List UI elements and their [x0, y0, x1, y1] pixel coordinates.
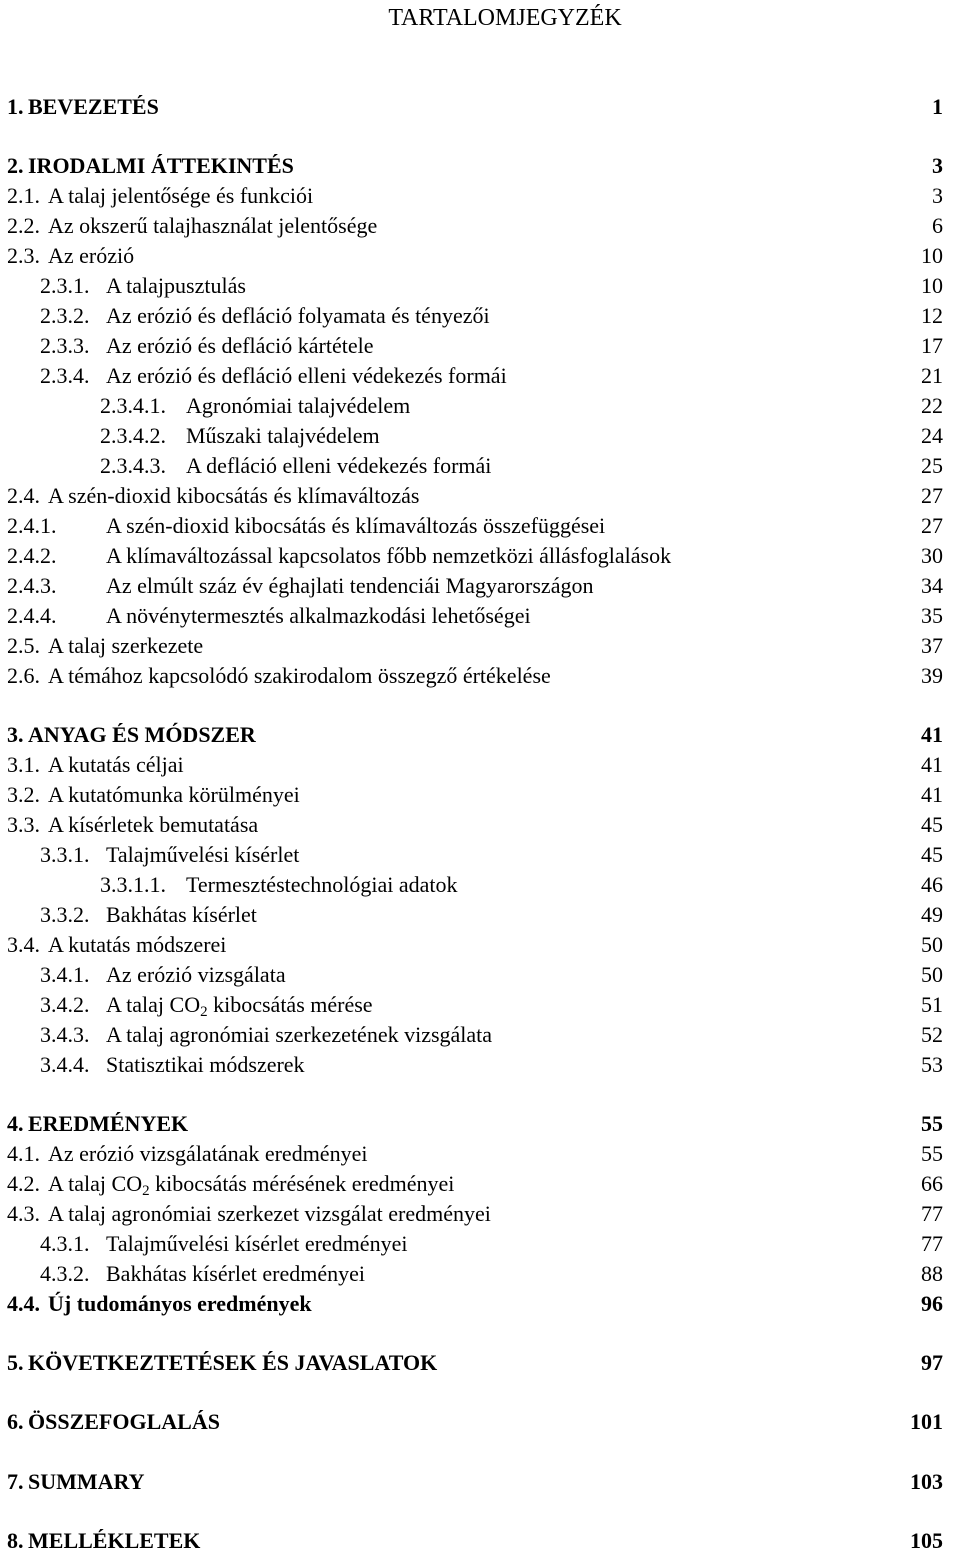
toc-entry-page-number: 27 [921, 513, 943, 538]
toc-entry-title-text: Az erózió vizsgálata [106, 962, 286, 987]
toc-entry [0, 1467, 960, 1497]
toc-entry-number: 2.4. [7, 483, 40, 508]
toc-entry-title-text: A talaj agronómiai szerkezet vizsgálat eredményei [48, 1201, 491, 1226]
toc-entry-number: 2.3.4.2. [100, 423, 166, 448]
toc-entry-page-number: 50 [921, 932, 943, 957]
toc-entry [0, 1050, 960, 1080]
toc-entry-title [48, 631, 203, 661]
toc-entry-page-number: 3 [932, 183, 943, 208]
toc-entry-number: 2.4.2. [7, 543, 57, 568]
toc-entry-title [106, 571, 593, 601]
toc-entry-number: 3.4.4. [40, 1052, 90, 1077]
toc-entry-number: 2.3.1. [40, 273, 90, 298]
toc-entry-title [48, 810, 258, 840]
toc-entry [0, 511, 960, 541]
toc-entry-page-number: 52 [921, 1022, 943, 1047]
toc-entry [0, 1199, 960, 1229]
toc-entry [0, 451, 960, 481]
toc-entry-title [48, 481, 419, 511]
toc-entry-number: 4.3. [7, 1201, 40, 1226]
toc-entry-title [106, 271, 246, 301]
toc-entry-page-number: 45 [921, 812, 943, 837]
toc-entry-number: 3.3.1.1. [100, 872, 166, 897]
toc-entry-title [48, 1199, 491, 1229]
toc-entry-title-text: KÖVETKEZTETÉSEK ÉS JAVASLATOK [28, 1350, 438, 1375]
toc-entry [0, 720, 960, 750]
toc-entry [0, 181, 960, 211]
toc-entry-number: 4. [7, 1111, 24, 1136]
toc-entry-title [28, 92, 159, 122]
toc-entry-title-text: EREDMÉNYEK [28, 1111, 189, 1136]
toc-entry [0, 1139, 960, 1169]
toc-entry-title [106, 1050, 305, 1080]
toc-entry-page-number: 88 [921, 1261, 943, 1286]
toc-entry [0, 331, 960, 361]
toc-entry-title [106, 1229, 407, 1259]
toc-entry [0, 1526, 960, 1556]
toc-entry-number: 4.1. [7, 1141, 40, 1166]
toc-entry-title-text: Statisztikai módszerek [106, 1052, 305, 1077]
toc-entry [0, 900, 960, 930]
toc-entry-number: 3.1. [7, 752, 40, 777]
toc-entry-title-text: Műszaki talajvédelem [186, 423, 380, 448]
toc-entry-page-number: 39 [921, 663, 943, 688]
toc-entry-number: 3.4.3. [40, 1022, 90, 1047]
toc-entry [0, 391, 960, 421]
toc-entry [0, 481, 960, 511]
toc-entry-number: 2.3.2. [40, 303, 90, 328]
toc-entry-page-number: 46 [921, 872, 943, 897]
toc-entry [0, 601, 960, 631]
toc-entry-title [106, 990, 373, 1020]
toc-entry-page-number: 55 [921, 1111, 943, 1136]
toc-entry [0, 271, 960, 301]
toc-entry-number: 7. [7, 1469, 24, 1494]
toc-entry-title-text: A klímaváltozással kapcsolatos főbb nemzetközi állásfoglalások [106, 543, 672, 568]
toc-entry-page-number: 17 [921, 333, 943, 358]
toc-entry-title [106, 601, 531, 631]
toc-entry [0, 92, 960, 122]
toc-entry [0, 960, 960, 990]
toc-entry-number: 2.4.3. [7, 573, 57, 598]
toc-entry-title-text: A talajpusztulás [106, 273, 246, 298]
toc-entry [0, 780, 960, 810]
toc-entry [0, 1169, 960, 1199]
toc-entry-page-number: 10 [921, 243, 943, 268]
toc-entry [0, 1289, 960, 1319]
toc-entry-page-number: 51 [921, 992, 943, 1017]
toc-entry-number: 4.4. [7, 1291, 40, 1316]
toc-entry-page-number: 97 [921, 1350, 943, 1375]
toc-entry [0, 1229, 960, 1259]
toc-entry [0, 1109, 960, 1139]
toc-entry [0, 870, 960, 900]
toc-entry-page-number: 22 [921, 393, 943, 418]
toc-entry-page-number: 96 [921, 1291, 943, 1316]
toc-entry-number: 4.3.2. [40, 1261, 90, 1286]
toc-entry-title [48, 750, 184, 780]
toc-entry-page-number: 24 [921, 423, 943, 448]
toc-entry-number: 1. [7, 94, 24, 119]
toc-entry-title [28, 1407, 220, 1437]
toc-entry-title-text: ÖSSZEFOGLALÁS [28, 1409, 220, 1434]
toc-entry-page-number: 101 [910, 1409, 943, 1434]
toc-entry [0, 361, 960, 391]
toc-entry-title-text: A talaj jelentősége és funkciói [48, 183, 314, 208]
toc-entry-title-text: A talaj CO [48, 1171, 143, 1196]
toc-entry-title-text: A talaj CO [106, 992, 201, 1017]
toc-entry-title-text: SUMMARY [28, 1469, 145, 1494]
toc-entry-title [48, 1289, 312, 1319]
toc-entry-title-text: A szén-dioxid kibocsátás és klímaváltozás összefüggései [106, 513, 606, 538]
toc-entry-number: 3.4. [7, 932, 40, 957]
toc-entry-page-number: 41 [921, 782, 943, 807]
toc-entry-title [28, 151, 294, 181]
toc-entry-title [48, 241, 134, 271]
toc-entry [0, 421, 960, 451]
toc-entry-title [106, 511, 605, 541]
toc-entry-title [186, 451, 491, 481]
toc-entry-number: 3.3. [7, 812, 40, 837]
toc-entry-number: 8. [7, 1528, 24, 1553]
toc-entry-page-number: 35 [921, 603, 943, 628]
toc-entry [0, 1348, 960, 1378]
toc-entry-title [48, 661, 551, 691]
toc-entry-number: 6. [7, 1409, 24, 1434]
toc-entry-title-text: Bakhátas kísérlet eredményei [106, 1261, 366, 1286]
toc-entry-title [106, 960, 286, 990]
toc-entry-page-number: 3 [932, 153, 943, 178]
toc-entry-title [48, 181, 313, 211]
toc-entry-title [106, 361, 507, 391]
toc-entry-title [48, 930, 226, 960]
toc-entry [0, 541, 960, 571]
toc-entry-title [28, 1109, 188, 1139]
toc-entry-number: 2. [7, 153, 24, 178]
toc-entry-title-text: Az elmúlt száz év éghajlati tendenciái Magyarországon [106, 573, 594, 598]
toc-entry-title-text: BEVEZETÉS [28, 94, 159, 119]
toc-entry-number: 4.2. [7, 1171, 40, 1196]
toc-entry [0, 301, 960, 331]
toc-entry-title [186, 870, 458, 900]
toc-entry-title-text: Az erózió és defláció folyamata és tényezői [106, 303, 490, 328]
toc-entry-page-number: 41 [921, 722, 943, 747]
toc-entry-title [48, 780, 300, 810]
toc-entry-title [106, 301, 490, 331]
toc-entry-title-text: A talaj agronómiai szerkezetének vizsgálata [106, 1022, 493, 1047]
toc-entry [0, 151, 960, 181]
toc-entry-number: 2.1. [7, 183, 40, 208]
toc-entry-page-number: 41 [921, 752, 943, 777]
toc-entry-number: 2.5. [7, 633, 40, 658]
toc-entry [0, 810, 960, 840]
toc-entry-number: 3.3.1. [40, 842, 90, 867]
toc-entry-title-text: A defláció elleni védekezés formái [186, 453, 492, 478]
toc-entry-title-text: Új tudományos eredmények [48, 1291, 312, 1316]
toc-entry [0, 631, 960, 661]
toc-entry [0, 990, 960, 1020]
toc-entry-number: 3.4.1. [40, 962, 90, 987]
toc-entry-title-text: Talajművelési kísérlet eredményei [106, 1231, 408, 1256]
toc-entry-subscript: 2 [142, 1183, 150, 1199]
toc-entry-title-text: Az erózió vizsgálatának eredményei [48, 1141, 368, 1166]
toc-entry [0, 661, 960, 691]
toc-entry-title-text: A kutatás módszerei [48, 932, 227, 957]
toc-entry-number: 3.4.2. [40, 992, 90, 1017]
toc-entry-number: 2.3.4. [40, 363, 90, 388]
toc-entry-title-text: Agronómiai talajvédelem [186, 393, 411, 418]
toc-entry-title [28, 1526, 200, 1556]
toc-entry [0, 930, 960, 960]
toc-entry-title-text: IRODALMI ÁTTEKINTÉS [28, 153, 294, 178]
toc-entry-page-number: 21 [921, 363, 943, 388]
toc-entry-number: 2.3.4.3. [100, 453, 166, 478]
toc-entry-title-text: Az erózió és defláció kártétele [106, 333, 374, 358]
toc-entry-number: 2.3.3. [40, 333, 90, 358]
toc-entry-page-number: 49 [921, 902, 943, 927]
toc-entry-title-text-after: kibocsátás mérésének eredményei [149, 1171, 455, 1196]
toc-entry-title [106, 1020, 492, 1050]
toc-entry-page-number: 34 [921, 573, 943, 598]
toc-entry-title [48, 1169, 454, 1199]
toc-entry-title-text: ANYAG ÉS MÓDSZER [28, 722, 256, 747]
toc-entry-title-text: Bakhátas kísérlet [106, 902, 257, 927]
toc-entry-page-number: 105 [910, 1528, 943, 1553]
toc-entry-number: 2.3.4.1. [100, 393, 166, 418]
toc-entry-title-text: MELLÉKLETEK [28, 1528, 201, 1553]
toc-entry-page-number: 66 [921, 1171, 943, 1196]
toc-entry-page-number: 6 [932, 213, 943, 238]
toc-entry-page-number: 45 [921, 842, 943, 867]
toc-entry-title [28, 1348, 437, 1378]
toc-entry-page-number: 30 [921, 543, 943, 568]
toc-entry-title-text: A szén-dioxid kibocsátás és klímaváltozás [48, 483, 420, 508]
toc-entry-title [48, 211, 377, 241]
toc-entry [0, 1407, 960, 1437]
toc-entry-page-number: 1 [932, 94, 943, 119]
toc-entry-page-number: 53 [921, 1052, 943, 1077]
toc-entry [0, 840, 960, 870]
toc-entry-page-number: 10 [921, 273, 943, 298]
toc-entry-page-number: 12 [921, 303, 943, 328]
toc-entry-page-number: 25 [921, 453, 943, 478]
toc-entry-page-number: 77 [921, 1201, 943, 1226]
toc-entry-title-text-after: kibocsátás mérése [207, 992, 373, 1017]
toc-entry-title [106, 541, 671, 571]
toc-entry-number: 3. [7, 722, 24, 747]
toc-entry-page-number: 103 [910, 1469, 943, 1494]
toc-entry-title [48, 1139, 367, 1169]
toc-entry [0, 1020, 960, 1050]
toc-entry-number: 3.3.2. [40, 902, 90, 927]
toc-entry-title [186, 391, 410, 421]
toc-entry-title [106, 840, 299, 870]
toc-entry-page-number: 50 [921, 962, 943, 987]
toc-entry-title-text: A kutatómunka körülményei [48, 782, 300, 807]
toc-entry-page-number: 55 [921, 1141, 943, 1166]
toc-entry-title [28, 720, 256, 750]
toc-entry-page-number: 77 [921, 1231, 943, 1256]
toc-entry-title-text: Termesztéstechnológiai adatok [186, 872, 458, 897]
toc-entry-number: 5. [7, 1350, 24, 1375]
toc-entry [0, 750, 960, 780]
toc-entry-title [186, 421, 380, 451]
toc-entry [0, 1259, 960, 1289]
toc-entry-number: 2.6. [7, 663, 40, 688]
toc-entry-title-text: Talajművelési kísérlet [106, 842, 300, 867]
toc-entry-title [106, 331, 374, 361]
toc-entry-number: 2.2. [7, 213, 40, 238]
toc-entry-title [106, 900, 257, 930]
toc-entry-title-text: Az erózió és defláció elleni védekezés formái [106, 363, 507, 388]
toc-entry-title-text: Az erózió [48, 243, 135, 268]
toc-entry-title-text: A kísérletek bemutatása [48, 812, 259, 837]
toc-entry-number: 2.4.4. [7, 603, 57, 628]
toc-entry-page-number: 27 [921, 483, 943, 508]
toc-entry-number: 2.4.1. [7, 513, 57, 538]
toc-entry-page-number: 37 [921, 633, 943, 658]
toc-entry-title-text: A növénytermesztés alkalmazkodási lehetőségei [106, 603, 531, 628]
toc-entry-subscript: 2 [200, 1004, 208, 1020]
toc-entry-title-text: Az okszerű talajhasználat jelentősége [48, 213, 378, 238]
page-title: TARTALOMJEGYZÉK [388, 5, 622, 31]
toc-entry-number: 4.3.1. [40, 1231, 90, 1256]
toc-entry [0, 211, 960, 241]
toc-entry-number: 3.2. [7, 782, 40, 807]
toc-entry-title [106, 1259, 365, 1289]
toc-entry-title-text: A témához kapcsolódó szakirodalom összegző értékelése [48, 663, 551, 688]
toc-entry [0, 241, 960, 271]
toc-entry-number: 2.3. [7, 243, 40, 268]
toc-entry-title-text: A talaj szerkezete [48, 633, 204, 658]
toc-entry-title-text: A kutatás céljai [48, 752, 184, 777]
toc-entry-title [28, 1467, 145, 1497]
toc-entry [0, 571, 960, 601]
